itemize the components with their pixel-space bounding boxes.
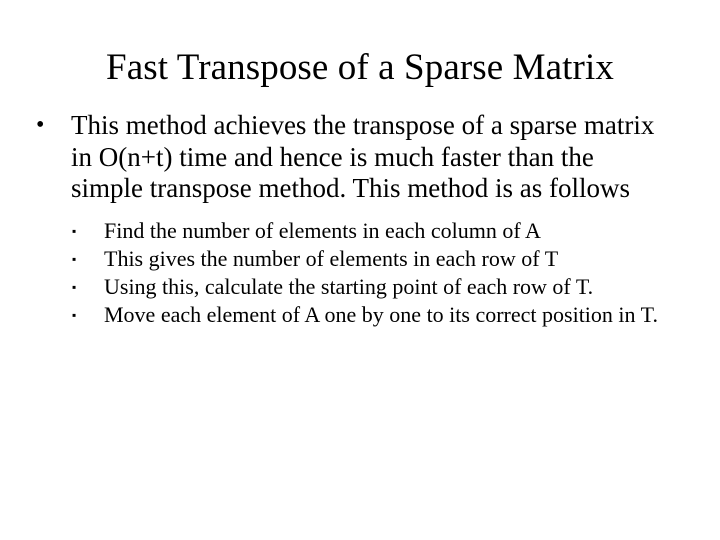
step-item: [71, 245, 670, 273]
square-bullet-icon: ▪: [72, 307, 77, 322]
step-text: Using this, calculate the starting point of each row of T.: [104, 273, 594, 299]
main-bullet-item: [30, 110, 670, 329]
main-bullet-list: [30, 110, 670, 329]
main-point-text: This method achieves the transpose of a sparse matrix in O(n+t) time and hence is much faster than the simple transpose method. This method is as follows: [71, 110, 655, 203]
steps-list: [71, 217, 670, 329]
step-item: [71, 273, 670, 301]
square-bullet-icon: ▪: [72, 251, 77, 266]
step-text: Move each element of A one by one to its correct position in T.: [104, 301, 658, 327]
step-item: [71, 217, 670, 245]
step-text: Find the number of elements in each column of A: [104, 217, 541, 243]
square-bullet-icon: ▪: [72, 279, 77, 294]
square-bullet-icon: ▪: [72, 223, 77, 238]
slide-title: Fast Transpose of a Sparse Matrix: [106, 47, 614, 88]
step-item: [71, 301, 670, 329]
step-text: This gives the number of elements in each row of T: [104, 245, 559, 271]
bullet-dot-icon: •: [36, 112, 45, 138]
